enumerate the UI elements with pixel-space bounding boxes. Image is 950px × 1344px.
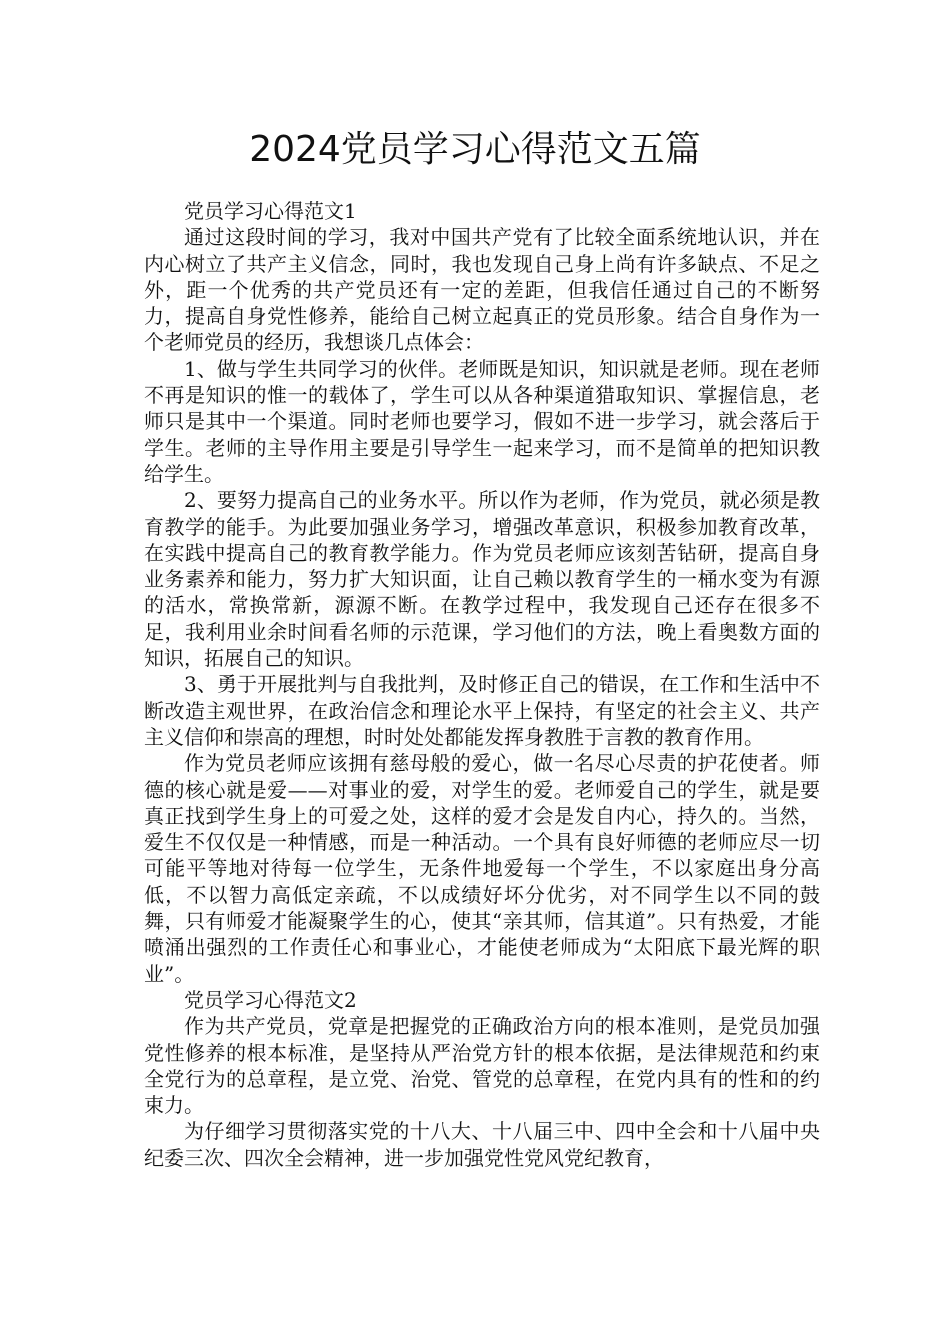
paragraph: 2、要努力提高自己的业务水平。所以作为老师，作为党员，就必须是教育教学的能手。为此要加强业务学习，增强改革意识，积极参加教育改革，在实践中提高自己的教育教学能力。作为党员老师应该刻苦钻研，提高自身业务素养和能力，努力扩大知识面，让自己赖以教育学生的一桶水变为有源的活水，常换常新，源源不断。在教学过程中，我发现自己还存在很多不足，我利用业余时间看名师的示范课，学习他们的方法，晚上看奥数方面的知识，拓展自己的知识。 bbox=[144, 488, 820, 671]
paragraph: 通过这段时间的学习，我对中国共产党有了比较全面系统地认识，并在内心树立了共产主义信念，同时，我也发现自己身上尚有许多缺点、不足之外，距一个优秀的共产党员还有一定的差距，但我信任通过自己的不断努力，提高自身党性修养，能给自己树立起真正的党员形象。结合自身作为一个老师党员的经历，我想谈几点体会： bbox=[144, 225, 820, 355]
document-body bbox=[144, 198, 820, 1171]
paragraph: 为仔细学习贯彻落实党的十八大、十八届三中、四中全会和十八届中央纪委三次、四次全会精神，进一步加强党性党风党纪教育， bbox=[144, 1119, 820, 1170]
section-heading-2: 党员学习心得范文2 bbox=[184, 987, 357, 1012]
paragraph: 1、做与学生共同学习的伙伴。老师既是知识，知识就是老师。现在老师不再是知识的惟一的载体了，学生可以从各种渠道猎取知识、掌握信息，老师只是其中一个渠道。同时老师也要学习，假如不进一步学习，就会落后于学生。老师的主导作用主要是引导学生一起来学习，而不是简单的把知识教给学生。 bbox=[144, 356, 820, 486]
paragraph: 作为共产党员，党章是把握党的正确政治方向的根本准则，是党员加强党性修养的根本标准，是坚持从严治党方针的根本依据，是法律规范和约束全党行为的总章程，是立党、治党、管党的总章程，在党内具有的性和的约束力。 bbox=[144, 1014, 820, 1118]
section-heading-1: 党员学习心得范文1 bbox=[184, 199, 357, 223]
page-title: 2024党员学习心得范文五篇 bbox=[249, 129, 701, 170]
paragraph: 3、勇于开展批判与自我批判，及时修正自己的错误，在工作和生活中不断改造主观世界，在政治信念和理论水平上保持，有坚定的社会主义、共产主义信仰和崇高的理想，时时处处都能发挥身教胜于言教的教育作用。 bbox=[144, 672, 820, 749]
paragraph: 作为党员老师应该拥有慈母般的爱心，做一名尽心尽责的护花使者。师德的核心就是爱——对事业的爱，对学生的爱。老师爱自己的学生，就是要真正找到学生身上的可爱之处，这样的爱才会是发自内心，持久的。当然，爱生不仅仅是一种情感，而是一种活动。一个具有良好师德的老师应尽一切可能平等地对待每一位学生，无条件地爱每一个学生，不以家庭出身分高低，不以智力高低定亲疏，不以成绩好坏分优劣，对不同学生以不同的鼓舞，只有师爱才能凝聚学生的心，使其“亲其师，信其道”。只有热爱，才能喷涌出强烈的工作责任心和事业心，才能使老师成为“太阳底下最光辉的职业”。 bbox=[144, 751, 820, 986]
